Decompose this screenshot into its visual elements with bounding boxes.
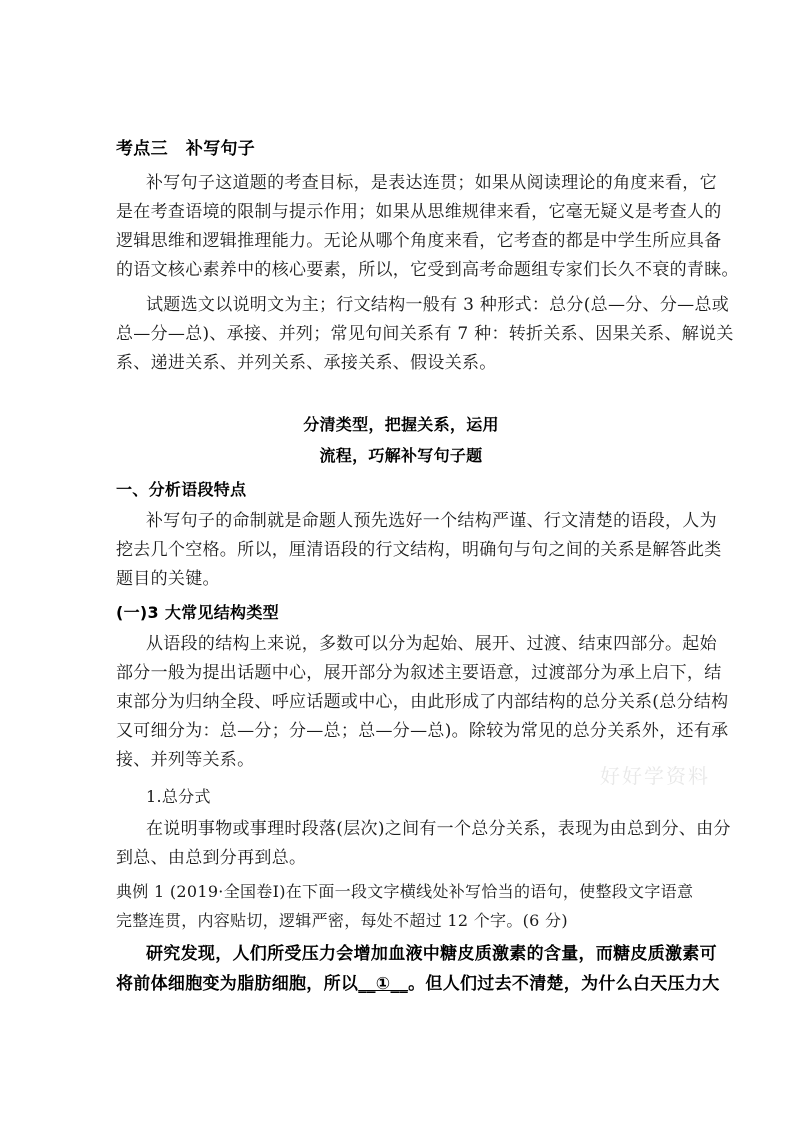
subsection1-line5: 接、并列等关系。 [116, 750, 255, 770]
subsection1-line2: 部分一般为提出话题中心，展开部分为叙述主要语意，过渡部分为承上启下，结 [116, 663, 722, 683]
passage-line2-end: 。但人们过去不清楚，为什么白天压力大 [408, 974, 720, 994]
passage-line1: 研究发现，人们所受压力会增加血液中糖皮质激素的含量，而糖皮质激素可 [146, 944, 717, 964]
subsection1-title: (一)3 大常见结构类型 [116, 603, 279, 622]
passage-line2-start: 将前体细胞变为脂肪细胞，所以 [116, 974, 359, 994]
subsection1-line3: 束部分为归纳全段、呼应话题或中心，由此形成了内部结构的总分关系(总分结构 [116, 692, 729, 712]
intro-p1-line3: 逻辑思维和逻辑推理能力。无论从哪个角度来看，它考查的都是中学生所应具备 [116, 231, 722, 251]
passage-line2 [116, 973, 720, 995]
section1-title: 一、分析语段特点 [116, 480, 247, 499]
subsection1-line1: 从语段的结构上来说，多数可以分为起始、展开、过渡、结束四部分。起始 [146, 634, 717, 654]
item1-line2: 到总、由总到分再到总。 [116, 848, 307, 868]
subsection1-line4: 又可细分为：总—分；分—总；总—分—总)。除较为常见的总分关系外，还有承 [116, 721, 729, 741]
item1-title: 1.总分式 [146, 787, 211, 806]
example-line1: 典例 1 (2019·全国卷Ⅰ)在下面一段文字横线处补写恰当的语句，使整段文字语意 [116, 882, 694, 901]
section1-line1: 补写句子的命制就是命题人预先选好一个结构严谨、行文清楚的语段，人为 [146, 511, 717, 531]
subtitle-line2: 流程，巧解补写句子题 [319, 446, 483, 465]
intro-p1-line1: 补写句子这道题的考查目标，是表达连贯；如果从阅读理论的角度来看，它 [146, 173, 717, 193]
watermark-text: 好好学资料 [600, 764, 710, 788]
section-heading [116, 138, 686, 160]
intro-p1-line2: 是在考查语境的限制与提示作用；如果从思维规律来看，它毫无疑义是考查人的 [116, 202, 722, 222]
intro-p2-line2: 总—分—总)、承接、并列；常见句间关系有 7 种：转折关系、因果关系、解说关 [116, 324, 734, 344]
heading-label: 考点三 [116, 139, 168, 159]
subtitle-line1: 分清类型，把握关系，运用 [303, 415, 499, 434]
intro-p1-line4: 的语文核心素养中的核心要素，所以，它受到高考命题组专家们长久不衰的青睐。 [116, 260, 739, 280]
answer-blank-1: __①__ [358, 974, 409, 994]
section1-line3: 题目的关键。 [116, 569, 220, 589]
section1-line2: 挖去几个空格。所以，厘清语段的行文结构，明确句与句之间的关系是解答此类 [116, 540, 722, 560]
item1-line1: 在说明事物或事理时段落(层次)之间有一个总分关系，表现为由总到分、由分 [146, 819, 731, 839]
intro-p2-line3: 系、递进关系、并列关系、承接关系、假设关系。 [116, 353, 497, 373]
example-line2: 完整连贯，内容贴切，逻辑严密，每处不超过 12 个字。(6 分) [116, 911, 568, 930]
heading-title: 补写句子 [185, 139, 256, 159]
intro-p2-line1: 试题选文以说明文为主；行文结构一般有 3 种形式：总分(总—分、分—总或 [146, 295, 730, 315]
